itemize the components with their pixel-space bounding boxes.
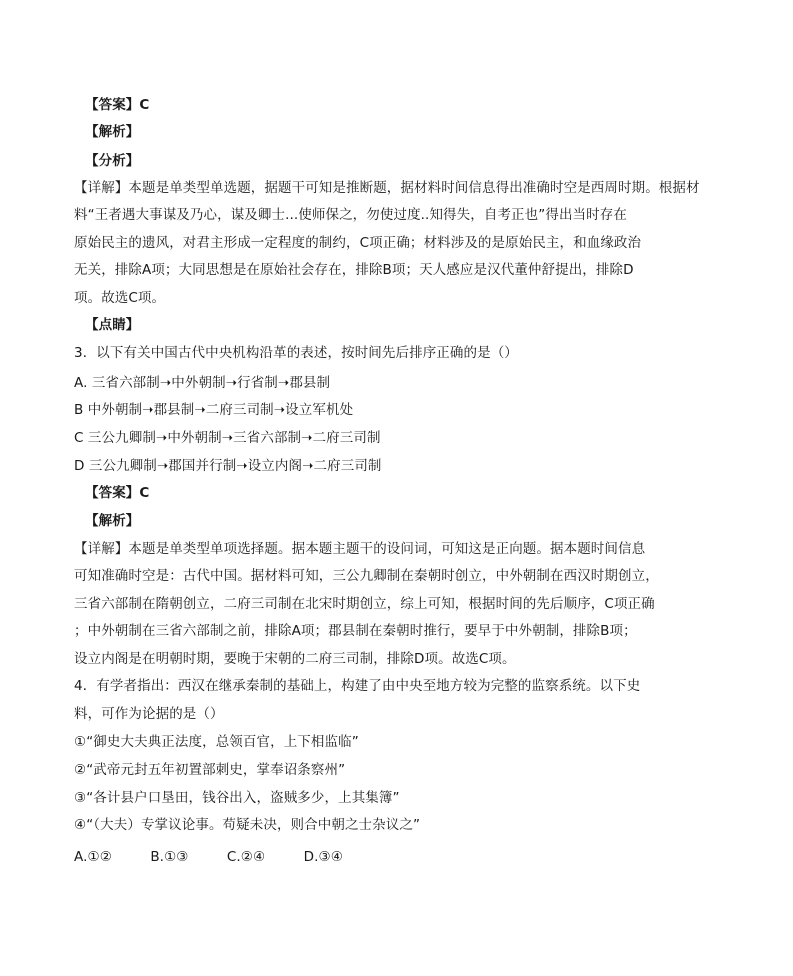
- detail-line: 无关，排除A项；大同思想是在原始社会存在，排除B项；天人感应是汉代董仲舒提出，排除D: [74, 262, 634, 278]
- material-item: ②“武帝元封五年初置部刺史，掌奉诏条察州”: [74, 762, 346, 778]
- detail-line: 可知准确时空是：古代中国。据材料可知，三公九卿制在秦朝时创立，中外朝制在西汉时期创立，: [74, 568, 659, 584]
- answer-label: 【答案】C: [85, 485, 150, 501]
- answer-label: 【答案】C: [85, 97, 150, 113]
- key-point-label: 【点睛】: [85, 317, 140, 333]
- option-b: B.①③: [150, 849, 189, 865]
- question-stem: 4．有学者指出：西汉在继承秦制的基础上，构建了由中央至地方较为完整的监察系统。以下史: [74, 678, 641, 694]
- material-item: ④“（大夫）专掌议论事。苟疑未决，则合中朝之士杂议之”: [74, 817, 421, 833]
- analysis-label: 【解析】: [85, 124, 140, 140]
- option-a: A.①②: [74, 849, 112, 865]
- breakdown-label: 【分析】: [85, 153, 140, 169]
- option-d: D 三公九卿制➝郡国并行制➝设立内阁➝二府三司制: [74, 458, 382, 474]
- option-d: D.③④: [303, 849, 343, 865]
- option-c: C.②④: [226, 849, 266, 865]
- options-row: [74, 847, 377, 867]
- detail-line: 【详解】本题是单类型单选题，据题干可知是推断题，据材料时间信息得出准确时空是西周时期。根据材: [74, 180, 700, 196]
- detail-line: 设立内阁是在明朝时期，要晚于宋朝的二府三司制，排除D项。故选C项。: [74, 651, 516, 667]
- option-a: A. 三省六部制➝中外朝制➝行省制➝郡县制: [74, 375, 331, 391]
- detail-line: ；中外朝制在三省六部制之前，排除A项；郡县制在秦朝时推行，要早于中外朝制，排除B项；: [74, 623, 637, 639]
- detail-line: 料“王者遇大事谋及乃心，谋及卿士...使师保之，勿使过度..知得失，自考正也”得出当时存在: [74, 207, 627, 223]
- option-b: B 中外朝制➝郡县制➝二府三司制➝设立军机处: [74, 402, 354, 418]
- analysis-label: 【解析】: [85, 513, 140, 529]
- material-item: ③“各计县户口垦田，钱谷出入，盗贼多少，上其集簿”: [74, 790, 400, 806]
- question-stem: 料，可作为论据的是（）: [74, 706, 224, 722]
- detail-line: 原始民主的遗风，对君主形成一定程度的制约，C项正确；材料涉及的是原始民主，和血缘政治: [74, 235, 642, 251]
- option-c: C 三公九卿制➝中外朝制➝三省六部制➝二府三司制: [74, 430, 381, 446]
- material-item: ①“御史大夫典正法度，总领百官，上下相监临”: [74, 734, 359, 750]
- detail-line: 项。故选C项。: [74, 290, 166, 306]
- detail-line: 【详解】本题是单类型单项选择题。据本题主题干的设问词，可知这是正向题。据本题时间信息: [74, 541, 646, 557]
- detail-line: 三省六部制在隋朝创立，二府三司制在北宋时期创立，综上可知，根据时间的先后顺序，C项正确: [74, 596, 655, 612]
- question-stem: 3．以下有关中国古代中央机构沿革的表述，按时间先后排序正确的是（）: [74, 345, 518, 361]
